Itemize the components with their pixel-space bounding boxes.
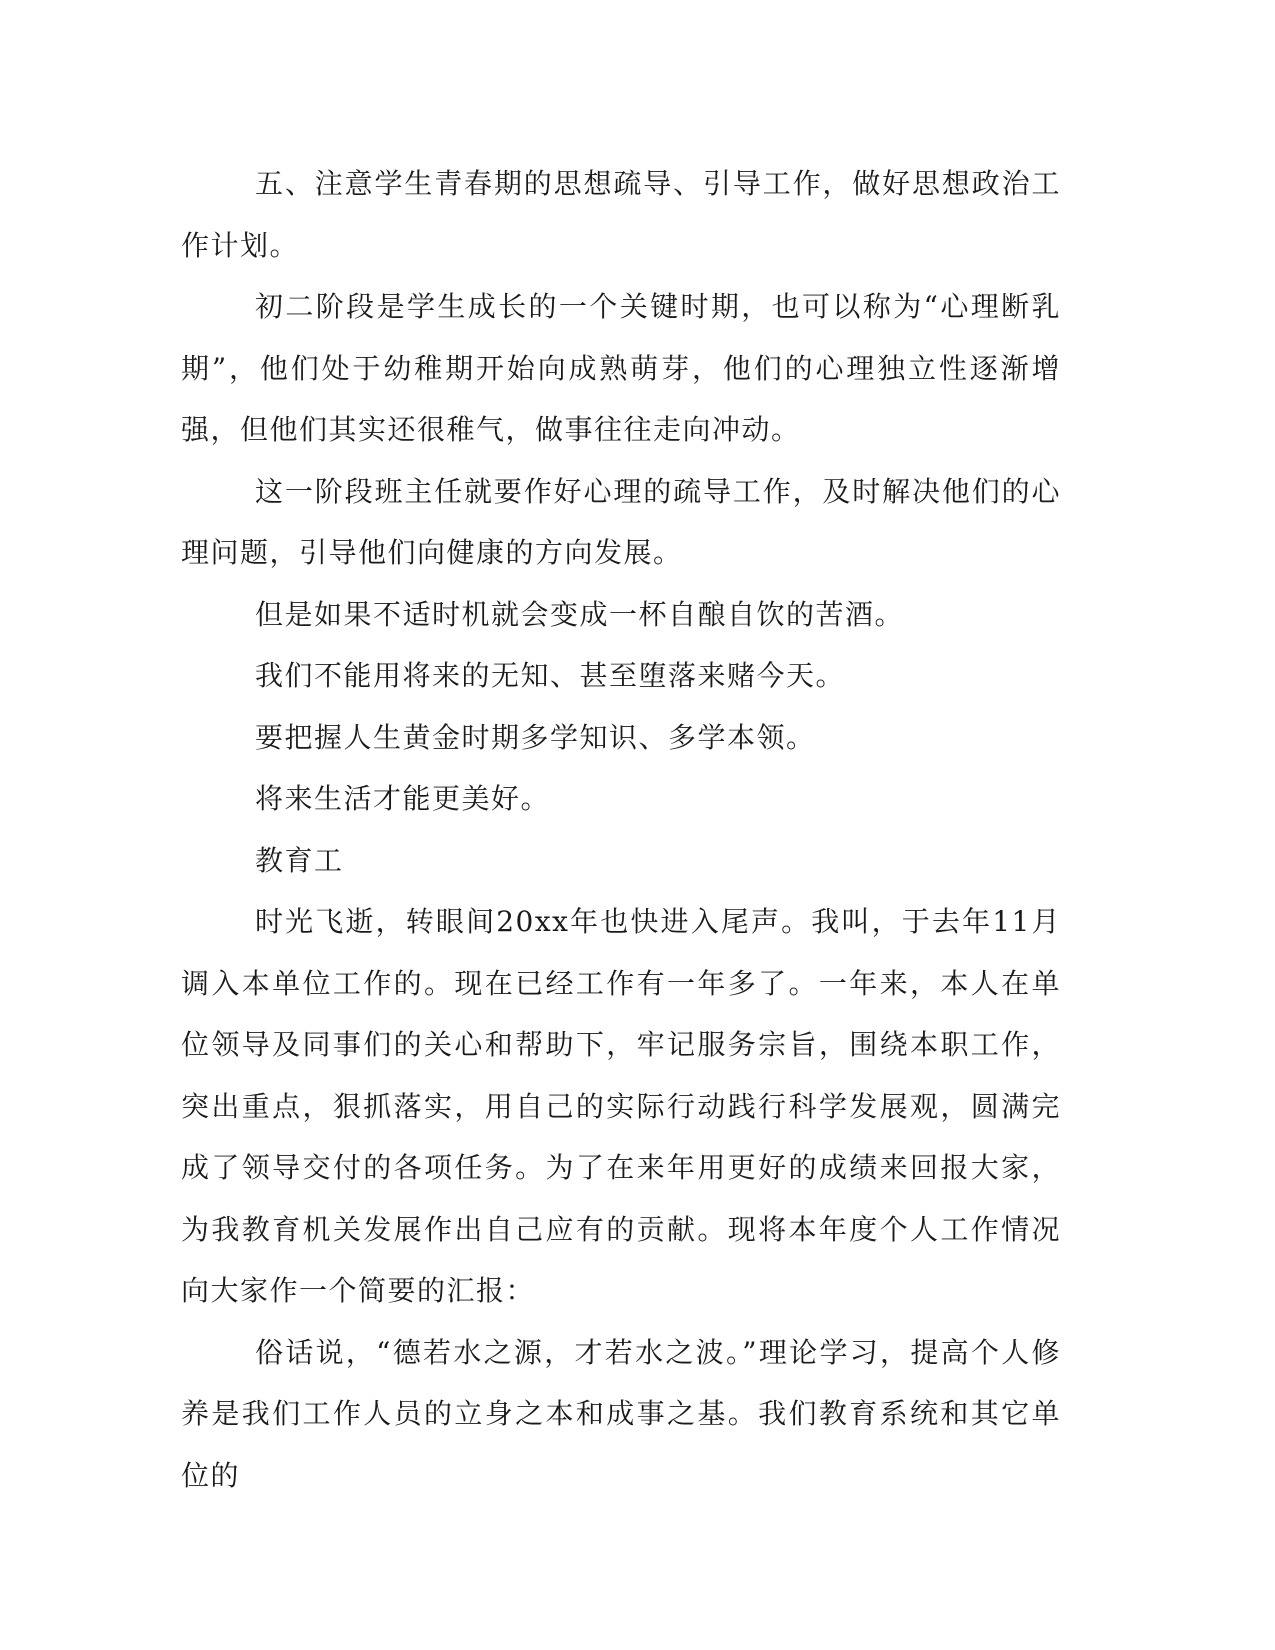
document-body <box>181 153 1061 1506</box>
paragraph: 我们不能用将来的无知、甚至堕落来赌今天。 <box>255 659 846 692</box>
paragraph: 俗话说，“德若水之源，才若水之波。”理论学习，提高个人修养是我们工作人员的立身之本和成事之基。我们教育系统和其它单位的 <box>181 1335 1061 1492</box>
paragraph: 教育工 <box>255 843 344 877</box>
paragraph: 初二阶段是学生成长的一个关键时期，也可以称为“心理断乳期”，他们处于幼稚期开始向成熟萌芽，他们的心理独立性逐渐增强，但他们其实还很稚气，做事往往走向冲动。 <box>181 290 1061 446</box>
paragraph: 要把握人生黄金时期多学知识、多学本领。 <box>255 720 816 754</box>
paragraph: 将来生活才能更美好。 <box>255 782 551 815</box>
paragraph: 这一阶段班主任就要作好心理的疏导工作，及时解决他们的心理问题，引导他们向健康的方向发展。 <box>181 474 1061 569</box>
paragraph: 但是如果不适时机就会变成一杯自酿自饮的苦酒。 <box>255 597 905 631</box>
paragraph: 五、注意学生青春期的思想疏导、引导工作，做好思想政治工作计划。 <box>181 167 1061 262</box>
paragraph: 时光飞逝，转眼间20xx年也快进入尾声。我叫，于去年11月调入本单位工作的。现在已经工作有一年多了。一年来，本人在单位领导及同事们的关心和帮助下，牢记服务宗旨，围绕本职工作，突出重点，狠抓落实，用自己的实际行动践行科学发展观，圆满完成了领导交付的各项任务。为了在来年用更好的成绩来回报大家，为我教育机关发展作出自己应有的贡献。现将本年度个人工作情况向大家作一个简要的汇报： <box>181 905 1061 1307</box>
